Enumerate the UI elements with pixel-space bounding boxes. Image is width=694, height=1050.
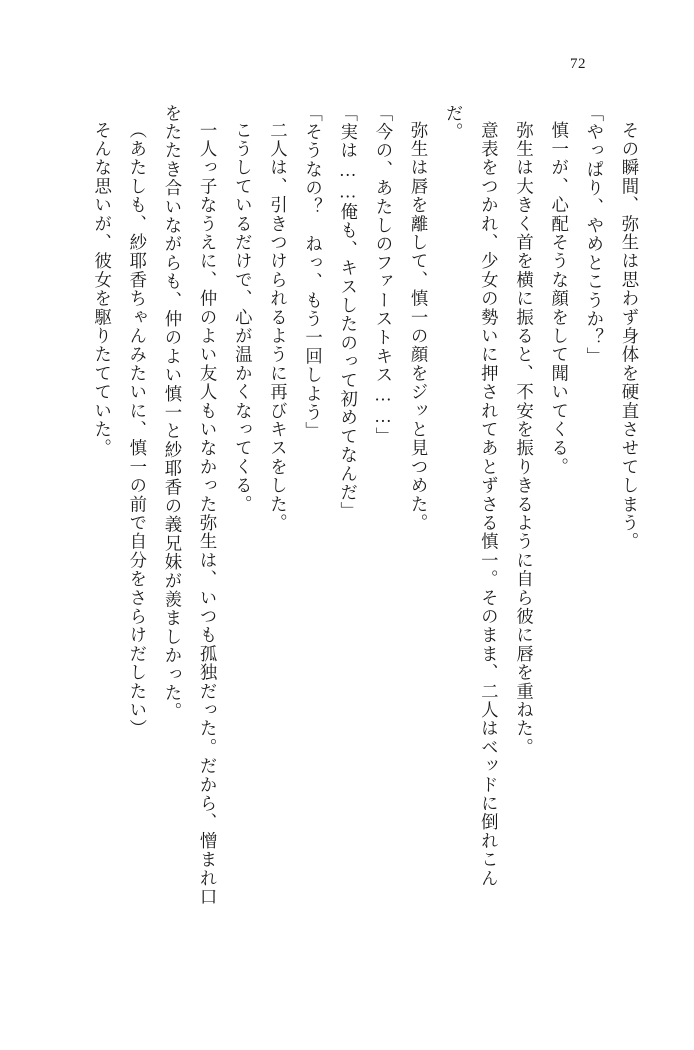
body-paragraph: （あたしも、紗耶香ちゃんみたいに、慎一の前で自分をさらけだしたい）: [126, 121, 147, 739]
body-paragraph: そんな思いが、彼女を駆りたてていた。: [91, 121, 112, 458]
body-paragraph: 意表をつかれ、少女の勢いに押されてあとずさる慎一。そのまま、二人はベッドに倒れこんだ。: [443, 104, 499, 889]
body-paragraph: その瞬間、弥生は思わず身体を硬直させてしまう。: [619, 121, 639, 552]
body-paragraph: 二人は、引きつけられるように再びキスをした。: [267, 121, 288, 533]
body-paragraph: 「実は……俺も、キスしたのって初めてなんだ」: [337, 104, 358, 521]
body-paragraph: こうしているだけで、心が温かくなってくる。: [232, 121, 253, 515]
body-paragraph: 「そうなの？ ねっ、もう一回しよう」: [302, 104, 323, 441]
body-paragraph: 「やっぱり、やめとこうか？」: [583, 104, 604, 366]
body-paragraph: 弥生は唇を離して、慎一の顔をジッと見つめた。: [408, 121, 429, 533]
page-number: 72: [570, 56, 586, 72]
body-paragraph: 「今の、あたしのファーストキス……」: [372, 104, 393, 446]
page-body-text: [50, 104, 646, 924]
body-paragraph: 慎一が、心配そうな顔をして聞いてくる。: [548, 121, 569, 477]
body-paragraph: 一人っ子なうえに、仲のよい友人もいなかった弥生は、いつも孤独だった。だから、憎まれ口をたたき合いながらも、仲のよい慎一と紗耶香の義兄妹が羨ましかった。: [161, 104, 218, 907]
body-paragraph: 弥生は大きく首を横に振ると、不安を振りきるように自ら彼に唇を重ねた。: [513, 121, 534, 758]
